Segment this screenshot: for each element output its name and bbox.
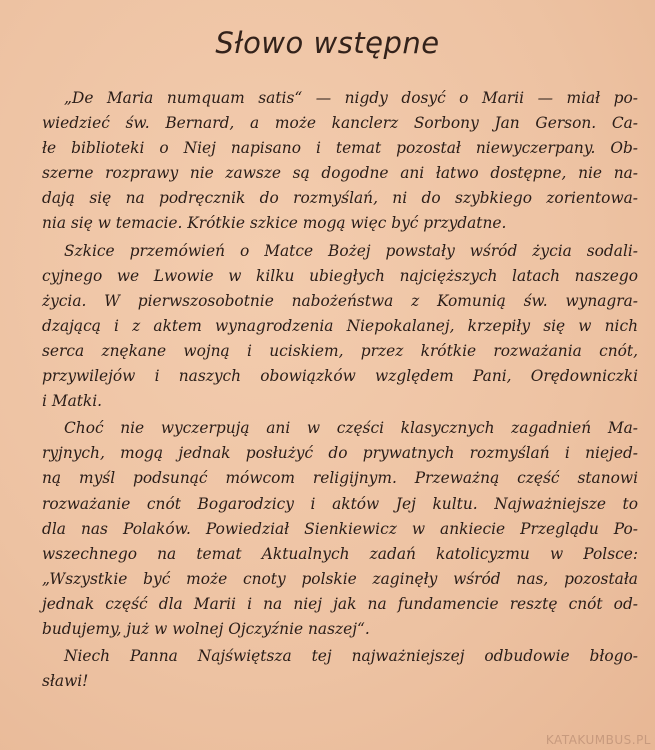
text-line: sławi!: [42, 672, 89, 691]
text-line: ną myśl podsunąć mówcom religijnym. Przeważną część stanowi: [42, 469, 638, 488]
text-line: i Matki.: [42, 392, 103, 411]
text-line: ryjnych, mogą jednak posłużyć do prywatnych rozmyślań i niejed-: [42, 444, 638, 463]
text-line: budujemy, już w wolnej Ojczyźnie naszej“.: [42, 619, 370, 638]
text-line: „De Maria numquam satis“ — nigdy dosyć o Marii — miał po-: [64, 89, 638, 107]
text-line: Choć nie wyczerpują ani w części klasycznych zagadnień Ma-: [64, 419, 638, 438]
text-line: szerne rozprawy nie zawsze są dogodne ani łatwo dostępne, nie na-: [42, 164, 638, 183]
text-line: jednak część dla Marii i na niej jak na fundamencie resztę cnót od-: [42, 594, 638, 613]
text-line: dają się na podręcznik do rozmyślań, ni do szybkiego zorientowa-: [42, 189, 638, 208]
text-line: wiedzieć św. Bernard, a może kanclerz Sorbony Jan Gerson. Ca-: [42, 114, 638, 133]
page-title: Słowo wstępne: [215, 26, 440, 60]
text-line: rozważanie cnót Bogarodzicy i aktów Jej kultu. Najważniejsze to: [42, 494, 638, 513]
paragraph: [42, 86, 638, 237]
text-line: łe biblioteki o Niej napisano i temat pozostał niewyczerpany. Ob-: [42, 139, 638, 158]
text-line: dla nas Polaków. Powiedział Sienkiewicz w ankiecie Przeglądu Po-: [42, 519, 638, 538]
text-line: życia. W pierwszosobotnie nabożeństwa z Komunią św. wynagra-: [42, 291, 638, 310]
body-text: [42, 86, 638, 694]
text-line: serca znękane wojną i uciskiem, przez krótkie rozważania cnót,: [42, 341, 638, 360]
paragraph: [42, 239, 638, 415]
text-line: Szkice przemówień o Matce Bożej powstały wśród życia sodali-: [64, 241, 638, 260]
text-line: przywilejów i naszych obowiązków względem Pani, Orędowniczki: [42, 367, 638, 386]
text-line: cyjnego we Lwowie w kilku ubiegłych najcięższych latach naszego: [42, 266, 638, 285]
paragraph: [42, 644, 638, 694]
paragraph: [42, 416, 638, 642]
watermark: KATAKUMBUS.PL: [545, 733, 651, 747]
text-line: „Wszystkie być może cnoty polskie zaginęły wśród nas, pozostała: [42, 569, 638, 588]
text-line: nia się w temacie. Krótkie szkice mogą więc być przydatne.: [42, 214, 507, 233]
text-line: dzającą i z aktem wynagrodzenia Niepokalanej, krzepiły się w nich: [42, 316, 638, 335]
text-line: Niech Panna Najświętsza tej najważniejszej odbudowie błogo-: [64, 647, 638, 666]
text-line: wszechnego na temat Aktualnych zadań katolicyzmu w Polsce:: [42, 544, 638, 563]
